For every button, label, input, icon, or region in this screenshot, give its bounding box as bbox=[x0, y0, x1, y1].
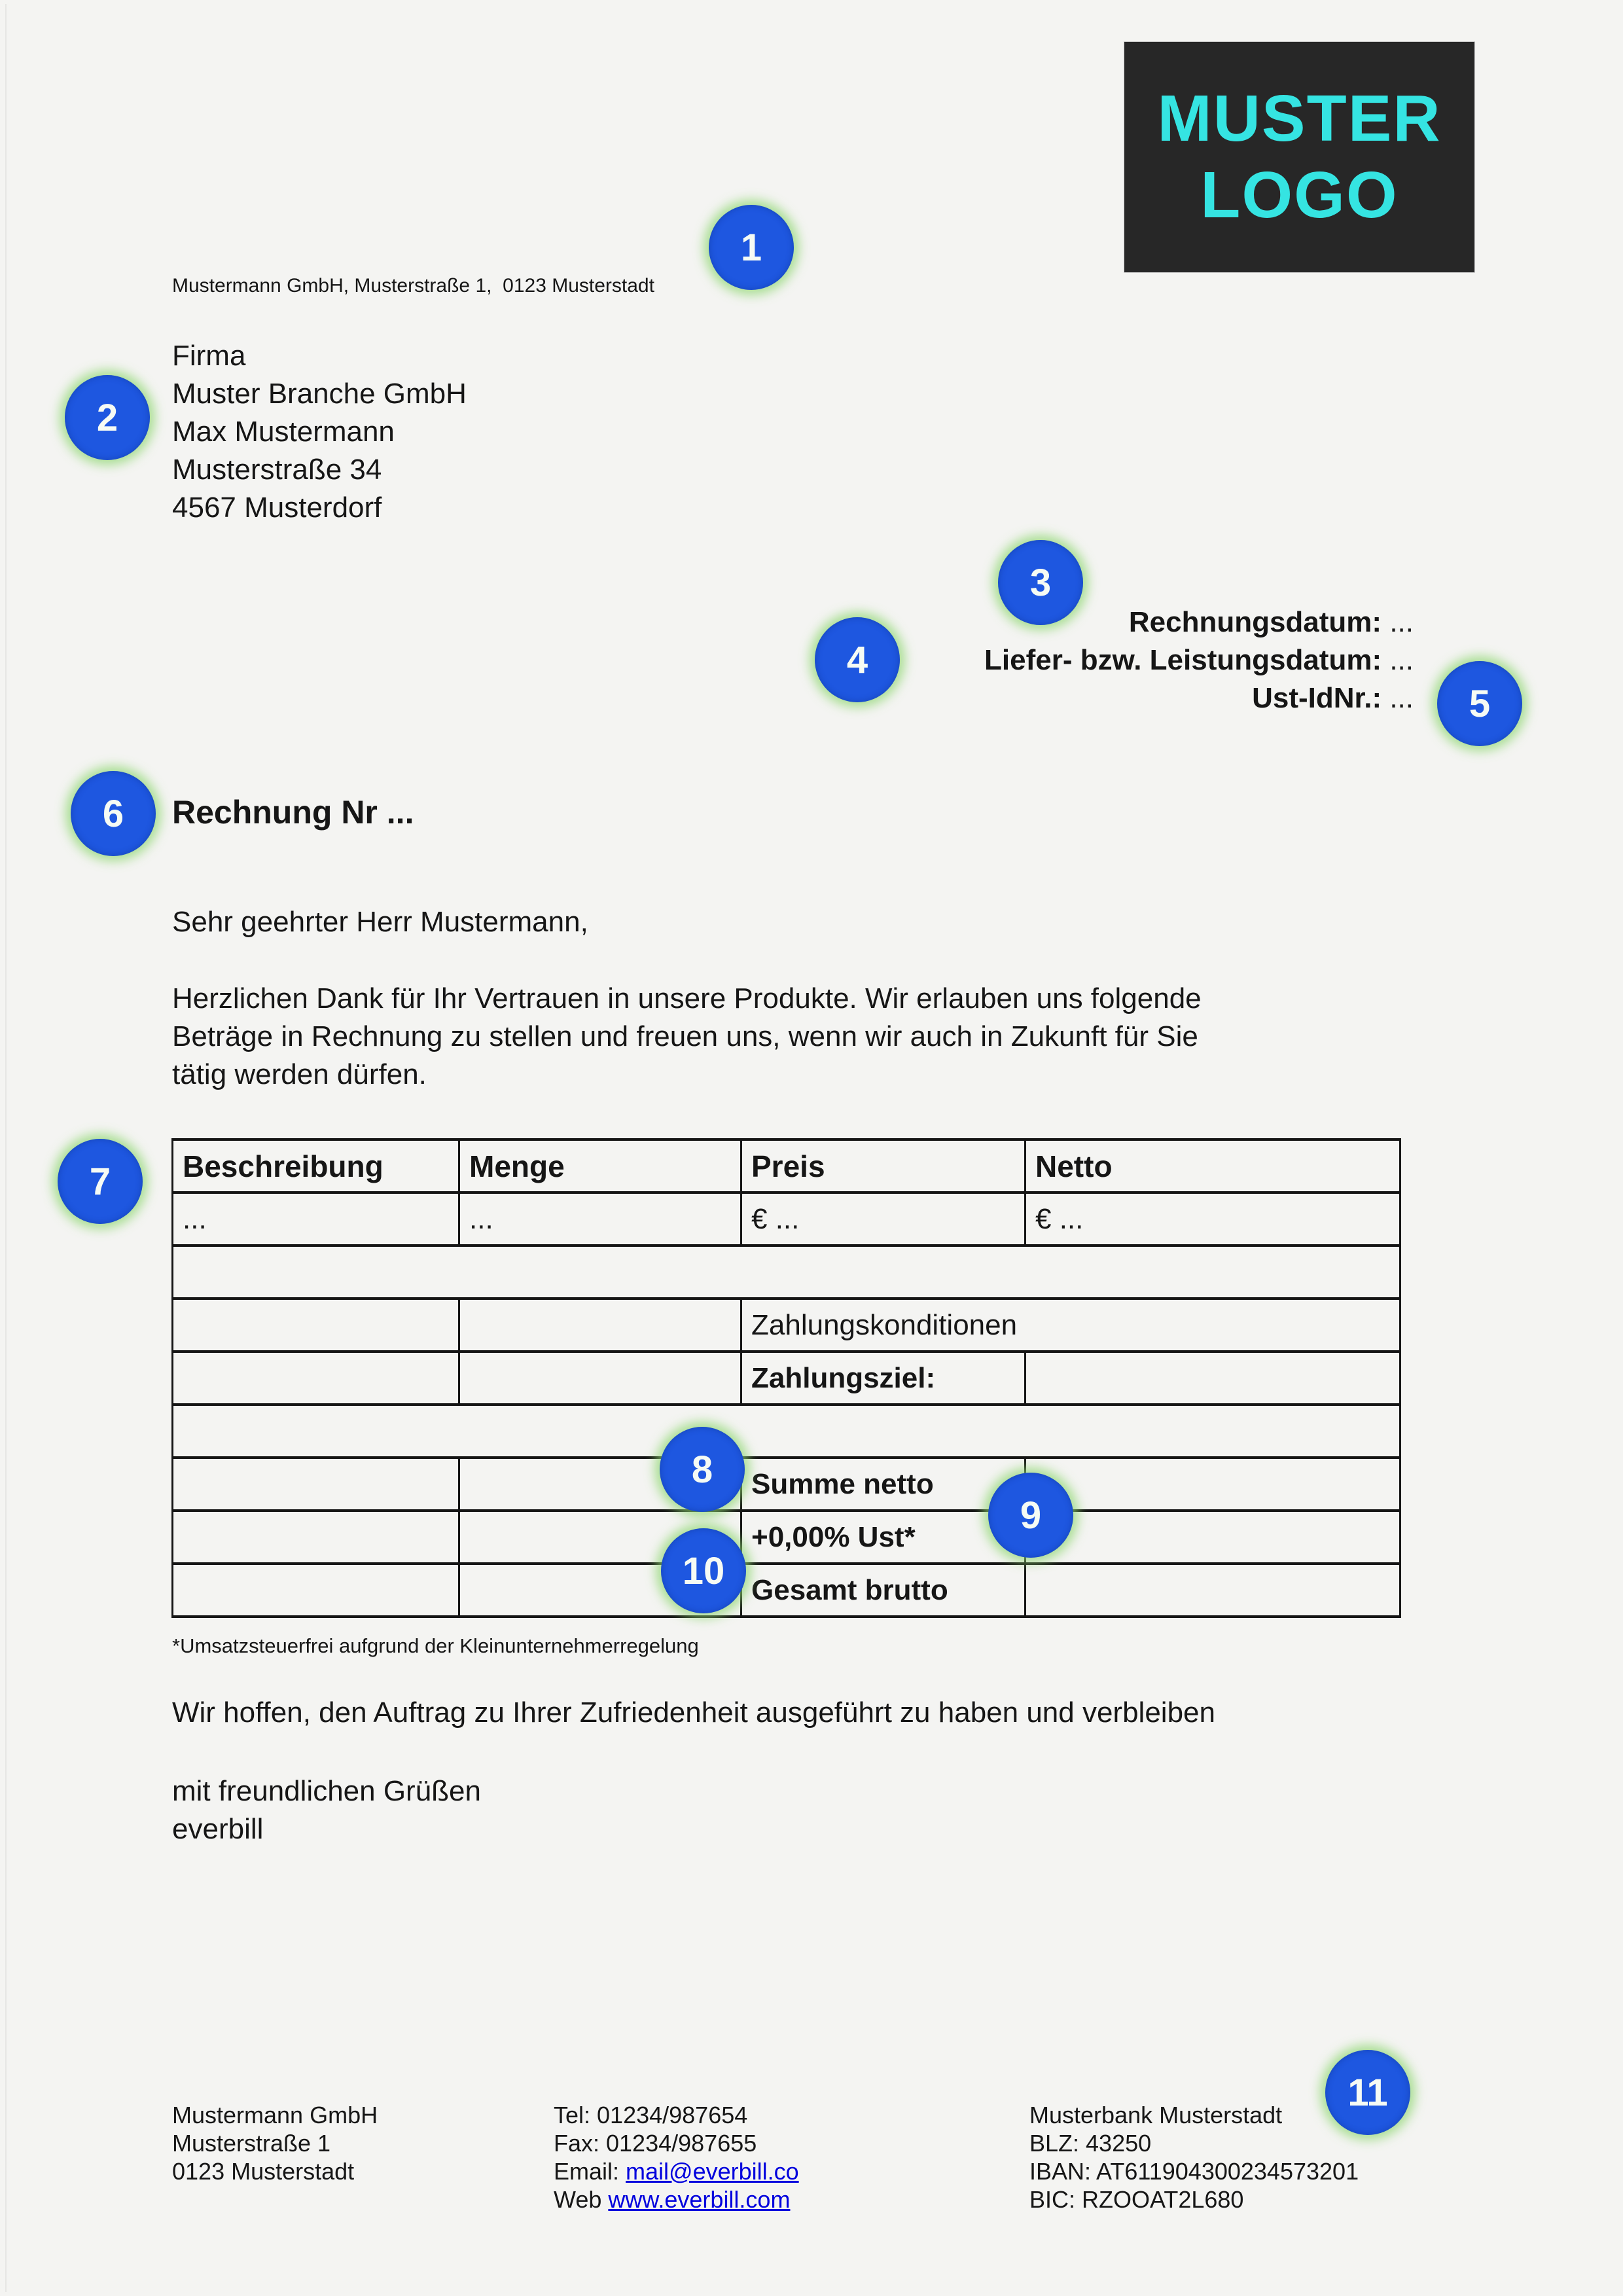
footer-address-column bbox=[172, 2101, 378, 2185]
website-link[interactable]: www.everbill.com bbox=[608, 2186, 791, 2213]
invoice-number-title: Rechnung Nr ... bbox=[172, 794, 414, 831]
footer-fax: Fax: 01234/987655 bbox=[554, 2130, 757, 2157]
empty-cell bbox=[459, 1352, 741, 1405]
empty-cell bbox=[173, 1352, 459, 1405]
total-label-cell: Gesamt brutto bbox=[741, 1564, 1026, 1617]
spacer-row bbox=[173, 1246, 1400, 1299]
annotation-circle-6: 6 bbox=[71, 771, 156, 856]
payment-due-row bbox=[173, 1352, 1400, 1405]
total-value-cell bbox=[1026, 1564, 1400, 1617]
annotation-circle-3: 3 bbox=[998, 540, 1083, 625]
recipient-line: Muster Branche GmbH bbox=[172, 378, 467, 410]
vat-id-label: Ust-IdNr.: bbox=[1252, 682, 1382, 714]
signoff-block bbox=[172, 1772, 481, 1848]
footer-bank-name: Musterbank Musterstadt bbox=[1029, 2102, 1283, 2128]
invoice-date-value: ... bbox=[1382, 606, 1414, 638]
intro-line: Herzlichen Dank für Ihr Vertrauen in unsere Produkte. Wir erlauben uns folgende bbox=[172, 982, 1202, 1014]
intro-line: tätig werden dürfen. bbox=[172, 1058, 427, 1090]
spacer-cell bbox=[173, 1405, 1400, 1458]
col-header-quantity: Menge bbox=[459, 1139, 741, 1193]
footer-tel: Tel: 01234/987654 bbox=[554, 2102, 748, 2128]
col-header-net: Netto bbox=[1026, 1139, 1400, 1193]
empty-cell bbox=[173, 1564, 459, 1617]
annotation-circle-9: 9 bbox=[988, 1473, 1073, 1558]
sender-address-line: Mustermann GmbH, Musterstraße 1, 0123 Musterstadt bbox=[172, 275, 654, 296]
vat-label-cell: +0,00% Ust* bbox=[741, 1511, 1026, 1564]
delivery-date-label: Liefer- bzw. Leistungsdatum: bbox=[984, 644, 1382, 676]
vat-id-line bbox=[984, 679, 1414, 717]
recipient-line: 4567 Musterdorf bbox=[172, 492, 382, 524]
sum-net-value-cell bbox=[1026, 1458, 1400, 1511]
footer-city: 0123 Musterstadt bbox=[172, 2158, 355, 2185]
total-row bbox=[173, 1564, 1400, 1617]
vat-row bbox=[173, 1511, 1400, 1564]
payment-due-value-cell bbox=[1026, 1352, 1400, 1405]
col-header-price: Preis bbox=[741, 1139, 1026, 1193]
item-net-cell: € ... bbox=[1026, 1193, 1400, 1246]
annotation-circle-2: 2 bbox=[65, 375, 150, 460]
sum-net-row bbox=[173, 1458, 1400, 1511]
item-quantity-cell: ... bbox=[459, 1193, 741, 1246]
annotation-circle-10: 10 bbox=[661, 1528, 746, 1613]
footer-street: Musterstraße 1 bbox=[172, 2130, 331, 2157]
col-header-description: Beschreibung bbox=[173, 1139, 459, 1193]
delivery-date-line bbox=[984, 641, 1414, 679]
recipient-line: Musterstraße 34 bbox=[172, 454, 382, 486]
footer-bank-column bbox=[1029, 2101, 1359, 2214]
payment-due-cell: Zahlungsziel: bbox=[741, 1352, 1026, 1405]
spacer-row bbox=[173, 1405, 1400, 1458]
small-business-footnote: *Umsatzsteuerfrei aufgrund der Kleinunternehmerregelung bbox=[172, 1634, 699, 1657]
signoff-greeting: mit freundlichen Grüßen bbox=[172, 1775, 481, 1807]
footer-email-label: Email: bbox=[554, 2158, 626, 2185]
intro-paragraph bbox=[172, 980, 1202, 1094]
spacer-cell bbox=[173, 1246, 1400, 1299]
annotation-circle-8: 8 bbox=[660, 1427, 745, 1512]
vat-value-cell bbox=[1026, 1511, 1400, 1564]
email-link[interactable]: mail@everbill.co bbox=[626, 2158, 799, 2185]
footer-iban: IBAN: AT611904300234573201 bbox=[1029, 2158, 1359, 2185]
recipient-address-block bbox=[172, 337, 467, 527]
sum-net-label-cell: Summe netto bbox=[741, 1458, 1026, 1511]
invoice-items-table bbox=[171, 1138, 1401, 1618]
annotation-circle-5: 5 bbox=[1437, 661, 1522, 746]
invoice-date-label: Rechnungsdatum: bbox=[1128, 606, 1382, 638]
delivery-date-value: ... bbox=[1382, 644, 1414, 676]
logo-line-2: LOGO bbox=[1200, 158, 1399, 232]
annotation-circle-7: 7 bbox=[58, 1139, 143, 1224]
recipient-line: Firma bbox=[172, 340, 246, 372]
footer-web-label: Web bbox=[554, 2186, 609, 2213]
footer-web-line bbox=[554, 2185, 799, 2214]
footer-company: Mustermann GmbH bbox=[172, 2102, 378, 2128]
payment-terms-row bbox=[173, 1299, 1400, 1352]
empty-cell bbox=[173, 1458, 459, 1511]
payment-terms-cell: Zahlungskonditionen bbox=[741, 1299, 1400, 1352]
empty-cell bbox=[459, 1299, 741, 1352]
annotation-circle-1: 1 bbox=[709, 205, 794, 290]
salutation: Sehr geehrter Herr Mustermann, bbox=[172, 906, 588, 938]
item-description-cell: ... bbox=[173, 1193, 459, 1246]
annotation-circle-11: 11 bbox=[1325, 2050, 1410, 2135]
logo-line-1: MUSTER bbox=[1157, 82, 1442, 155]
item-placeholder-row bbox=[173, 1193, 1400, 1246]
empty-cell bbox=[173, 1511, 459, 1564]
signoff-company: everbill bbox=[172, 1813, 264, 1845]
company-logo bbox=[1124, 41, 1475, 273]
recipient-line: Max Mustermann bbox=[172, 416, 395, 448]
closing-line: Wir hoffen, den Auftrag zu Ihrer Zufriedenheit ausgeführt zu haben und verbleiben bbox=[172, 1696, 1215, 1729]
footer-blz: BLZ: 43250 bbox=[1029, 2130, 1152, 2157]
item-price-cell: € ... bbox=[741, 1193, 1026, 1246]
vat-id-value: ... bbox=[1382, 682, 1414, 714]
footer-contact-column bbox=[554, 2101, 799, 2214]
intro-line: Beträge in Rechnung zu stellen und freuen uns, wenn wir auch in Zukunft für Sie bbox=[172, 1020, 1198, 1052]
empty-cell bbox=[173, 1299, 459, 1352]
footer-bic: BIC: RZOOAT2L680 bbox=[1029, 2186, 1244, 2213]
page-edge-line bbox=[5, 4, 7, 2292]
annotation-circle-4: 4 bbox=[815, 617, 900, 702]
footer-email-line bbox=[554, 2157, 799, 2185]
table-header-row bbox=[173, 1139, 1400, 1193]
